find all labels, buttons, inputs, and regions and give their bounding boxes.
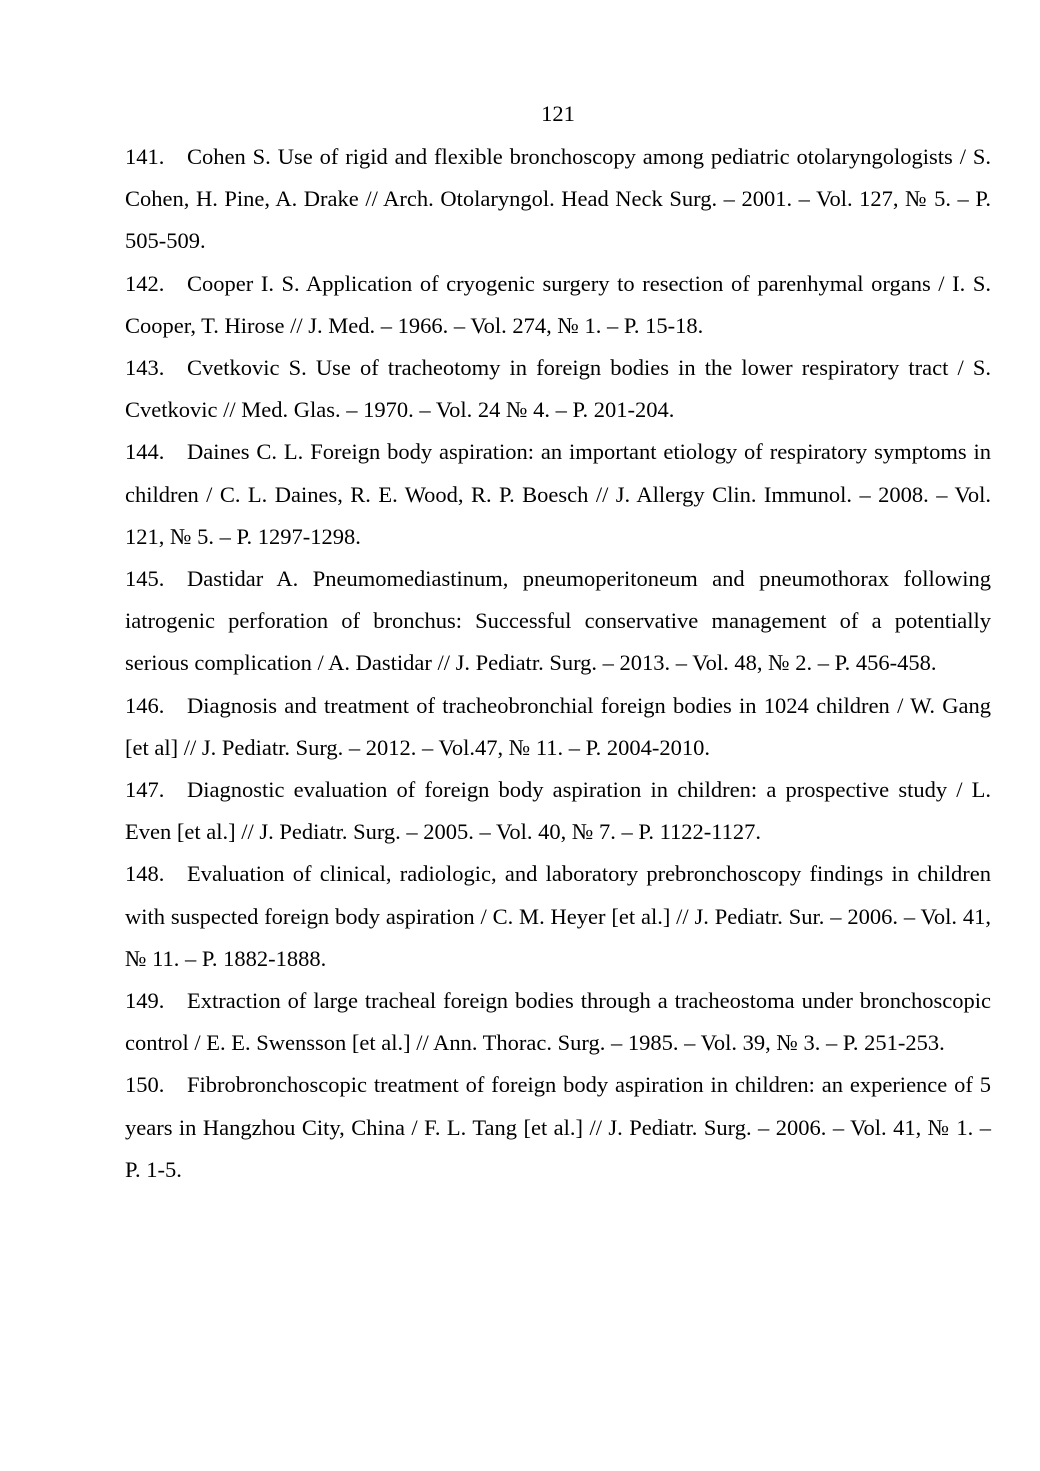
- reference-number: 147.: [125, 777, 165, 803]
- reference-item: [125, 685, 991, 769]
- reference-item: [125, 853, 991, 980]
- reference-list: [125, 136, 991, 1191]
- reference-item: [125, 1064, 991, 1191]
- reference-item: [125, 980, 991, 1064]
- page-number: 121: [541, 101, 575, 126]
- reference-text: Diagnosis and treatment of tracheobronchial foreign bodies in 1024 children / W. Gang [et al] // J. Pediatr. Surg. – 2012. – Vol.47, № 11. – P. 2004-2010.: [125, 692, 991, 760]
- reference-number: 148.: [125, 861, 165, 887]
- reference-number: 145.: [125, 566, 165, 592]
- reference-text: Cvetkovic S. Use of tracheotomy in foreign bodies in the lower respiratory tract / S. Cvetkovic // Med. Glas. – 1970. – Vol. 24 № 4. – P. 201-204.: [125, 355, 991, 423]
- reference-item: [125, 769, 991, 853]
- reference-text: Extraction of large tracheal foreign bodies through a tracheostoma under bronchoscopic control / E. E. Swensson [et al.] // Ann. Thorac. Surg. – 1985. – Vol. 39, № 3. – P. 251-253.: [125, 988, 991, 1056]
- reference-number: 144.: [125, 439, 165, 465]
- reference-item: [125, 136, 991, 263]
- reference-item: [125, 431, 991, 558]
- reference-text: Diagnostic evaluation of foreign body aspiration in children: a prospective study / L. Even [et al.] // J. Pediatr. Surg. – 2005. – Vol. 40, № 7. – P. 1122-1127.: [125, 777, 991, 845]
- reference-text: Cohen S. Use of rigid and flexible bronchoscopy among pediatric otolaryngologists / S. Cohen, H. Pine, A. Drake // Arch. Otolaryngol. Head Neck Surg. – 2001. – Vol. 127, № 5. – P. 505-509.: [125, 144, 991, 254]
- reference-text: Fibrobronchoscopic treatment of foreign body aspiration in children: an experience of 5 years in Hangzhou City, China / F. L. Tang [et al.] // J. Pediatr. Surg. – 2006. – Vol. 41, № 1. – P. 1-5.: [125, 1072, 991, 1182]
- reference-number: 150.: [125, 1072, 165, 1098]
- reference-item: [125, 558, 991, 685]
- reference-number: 143.: [125, 355, 165, 381]
- reference-text: Cooper I. S. Application of cryogenic surgery to resection of parenhymal organs / I. S. Cooper, T. Hirose // J. Med. – 1966. – Vol. 274, № 1. – P. 15-18.: [125, 270, 991, 338]
- reference-number: 146.: [125, 692, 165, 718]
- reference-number: 142.: [125, 270, 165, 296]
- reference-text: Daines C. L. Foreign body aspiration: an important etiology of respiratory symptoms in children / C. L. Daines, R. E. Wood, R. P. Boesch // J. Allergy Clin. Immunol. – 2008. – Vol. 121, № 5. – P. 1297-1298.: [125, 439, 991, 549]
- reference-item: [125, 347, 991, 431]
- reference-text: Dastidar A. Pneumomediastinum, pneumoperitoneum and pneumothorax following iatrogenic perforation of bronchus: Successful conservative management of a potentially serious complication / A. Dastidar // J. Pediatr. Surg. – 2013. – Vol. 48, № 2. – P. 456-458.: [125, 566, 991, 676]
- reference-number: 141.: [125, 144, 165, 169]
- reference-item: [125, 263, 991, 347]
- reference-number: 149.: [125, 988, 165, 1014]
- reference-text: Evaluation of clinical, radiologic, and laboratory prebronchoscopy findings in children with suspected foreign body aspiration / C. M. Heyer [et al.] // J. Pediatr. Sur. – 2006. – Vol. 41, № 11. – P. 1882-1888.: [125, 861, 991, 971]
